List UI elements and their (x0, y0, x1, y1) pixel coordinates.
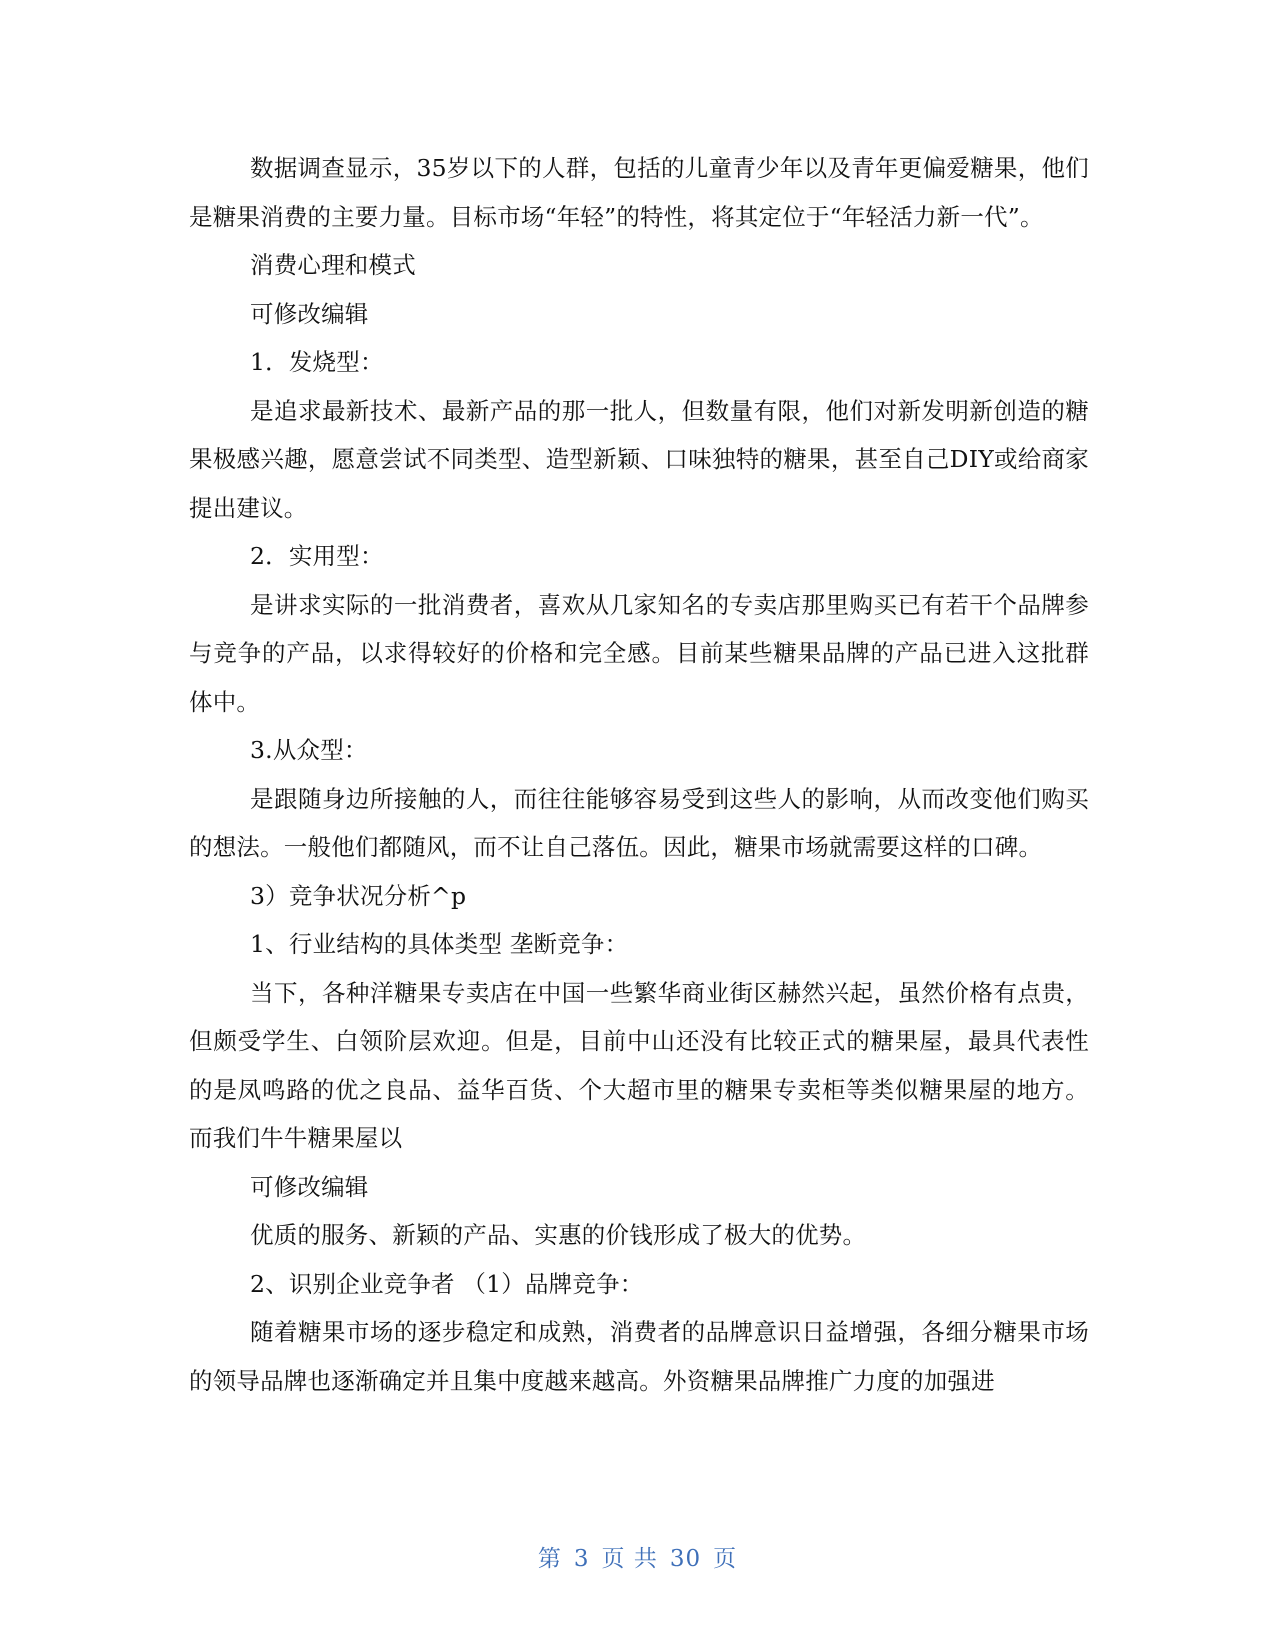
subsection-heading: 2、识别企业竞争者 （1）品牌竞争： (250, 1269, 644, 1298)
section-heading: 3）竞争状况分析^p (250, 881, 467, 910)
paragraph: 是追求最新技术、最新产品的那一批人，但数量有限，他们对新发明新创造的糖果极感兴趣，愿意尝试不同类型、造型新颖、口味独特的糖果，甚至自己DIY或给商家提出建议。 (189, 396, 1089, 522)
section-heading: 消费心理和模式 (250, 251, 416, 279)
paragraph: 随着糖果市场的逐步稳定和成熟，消费者的品牌意识日益增强，各细分糖果市场的领导品牌也逐渐确定并且集中度越来越高。外资糖果品牌推广力度的加强进 (189, 1318, 1089, 1395)
footer-middle: 页 共 (601, 1546, 658, 1572)
current-page-number: 3 (573, 1546, 590, 1572)
paragraph: 是跟随身边所接触的人，而往往能够容易受到这些人的影响，从而改变他们购买的想法。一般他们都随风，而不让自己落伍。因此，糖果市场就需要这样的口碑。 (189, 784, 1089, 861)
paragraph: 当下，各种洋糖果专卖店在中国一些繁华商业街区赫然兴起，虽然价格有点贵，但颇受学生、白领阶层欢迎。但是，目前中山还没有比较正式的糖果屋，最具代表性的是凤鸣路的优之良品、益华百货、个大超市里的糖果专卖柜等类似糖果屋的地方。而我们牛牛糖果屋以 (189, 978, 1089, 1152)
subsection-heading: 1、行业结构的具体类型 垄断竞争： (250, 930, 629, 958)
editable-note: 可修改编辑 (250, 1172, 369, 1201)
total-pages-number: 30 (669, 1546, 702, 1572)
paragraph: 优质的服务、新颖的产品、实惠的价钱形成了极大的优势。 (250, 1221, 867, 1249)
paragraph: 数据调查显示，35岁以下的人群，包括的儿童青少年以及青年更偏爱糖果，他们是糖果消费的主要力量。目标市场“年轻”的特性，将其定位于“年轻活力新一代”。 (189, 154, 1089, 231)
page-footer (0, 1540, 1275, 1573)
footer-prefix: 第 (537, 1546, 562, 1572)
list-heading: 1．发烧型： (250, 348, 384, 376)
list-heading: 3.从众型： (250, 736, 368, 764)
paragraph: 是讲求实际的一批消费者，喜欢从几家知名的专卖店那里购买已有若干个品牌参与竞争的产品，以求得较好的价格和完全感。目前某些糖果品牌的产品已进入这批群体中。 (189, 590, 1089, 716)
editable-note: 可修改编辑 (250, 299, 369, 328)
document-body (189, 144, 1089, 1405)
list-heading: 2．实用型： (250, 542, 384, 570)
footer-suffix: 页 (713, 1546, 738, 1572)
